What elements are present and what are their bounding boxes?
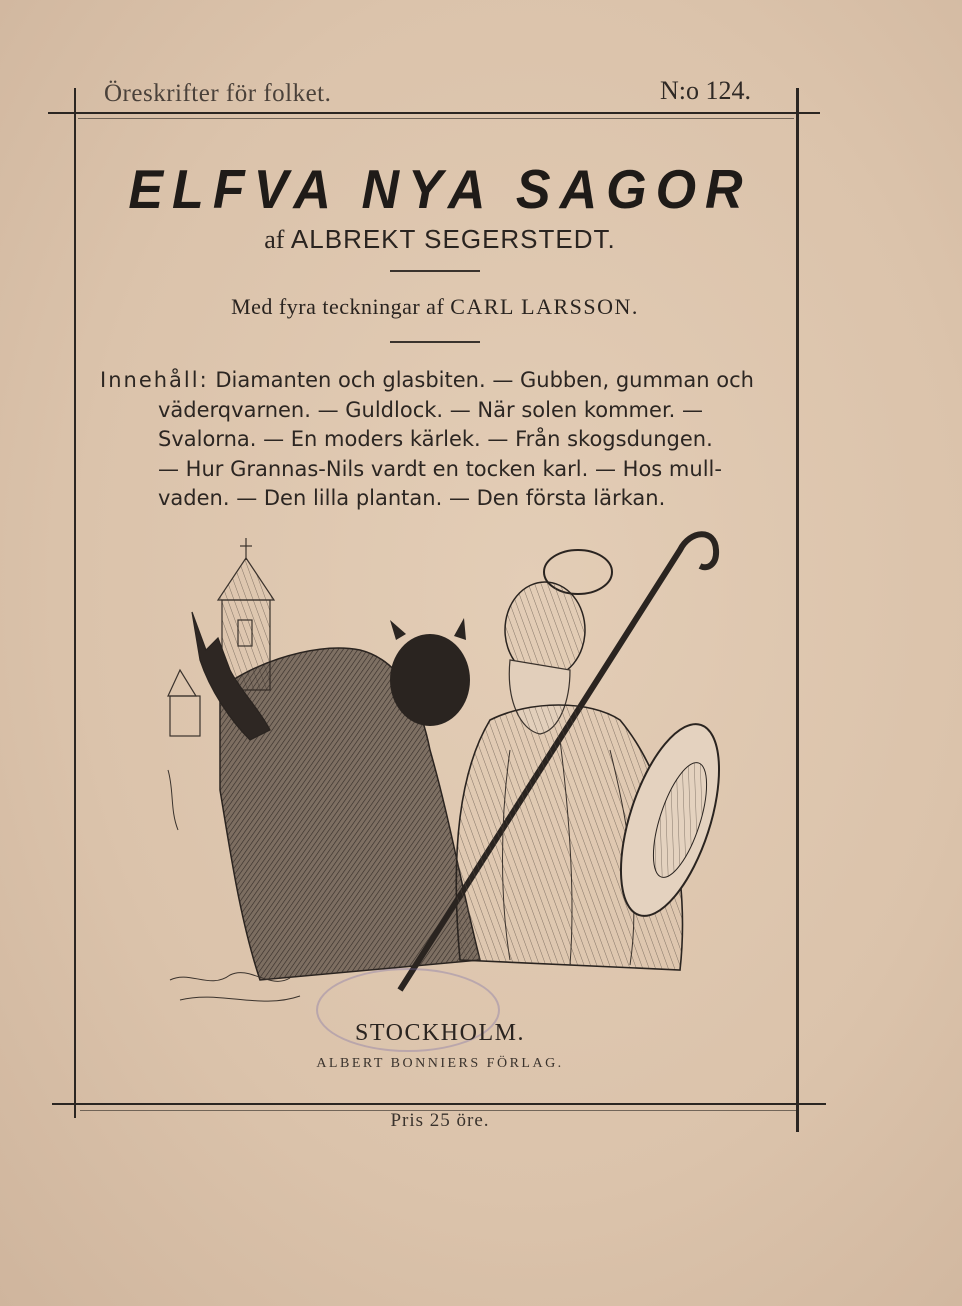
contents-label: Innehåll: xyxy=(100,368,209,392)
contents-text: Diamanten och glasbiten. — Gubben, gumman och xyxy=(215,368,754,392)
bottom-rule xyxy=(52,1103,826,1105)
author-name: ALBREKT SEGERSTEDT. xyxy=(290,224,616,254)
top-rule xyxy=(48,112,820,114)
issue-number: N:o 124. xyxy=(660,76,751,105)
author-line xyxy=(0,224,880,255)
contents-line-1 xyxy=(100,366,772,396)
contents-list xyxy=(100,366,772,514)
drawings-prefix: Med fyra teckningar af xyxy=(231,294,445,319)
contents-line-3: Svalorna. — En moders kärlek. — Från skogsdungen. xyxy=(158,427,713,451)
illustrator-line xyxy=(0,294,870,320)
price-label: Pris 25 öre. xyxy=(390,1110,490,1131)
series-title: Öreskrifter för folket. xyxy=(104,80,332,107)
book-title: ELFVA NYA SAGOR xyxy=(128,159,752,221)
divider-1 xyxy=(390,270,480,272)
contents-line-2: väderqvarnen. — Guldlock. — När solen kommer. — xyxy=(158,397,703,422)
engraving-illustration xyxy=(160,520,740,1010)
contents-line-5: vaden. — Den lilla plantan. — Den första lärkan. xyxy=(158,486,666,510)
top-rule-inner xyxy=(78,118,794,119)
illustrator-name: CARL LARSSON. xyxy=(450,294,639,319)
imprint-city: STOCKHOLM. xyxy=(355,1020,525,1046)
imprint-publisher: ALBERT BONNIERS FÖRLAG. xyxy=(316,1056,564,1071)
author-prefix: af xyxy=(264,225,285,254)
contents-line-4: — Hur Grannas-Nils vardt en tocken karl. — Hos mull- xyxy=(158,456,722,481)
divider-2 xyxy=(390,341,480,343)
